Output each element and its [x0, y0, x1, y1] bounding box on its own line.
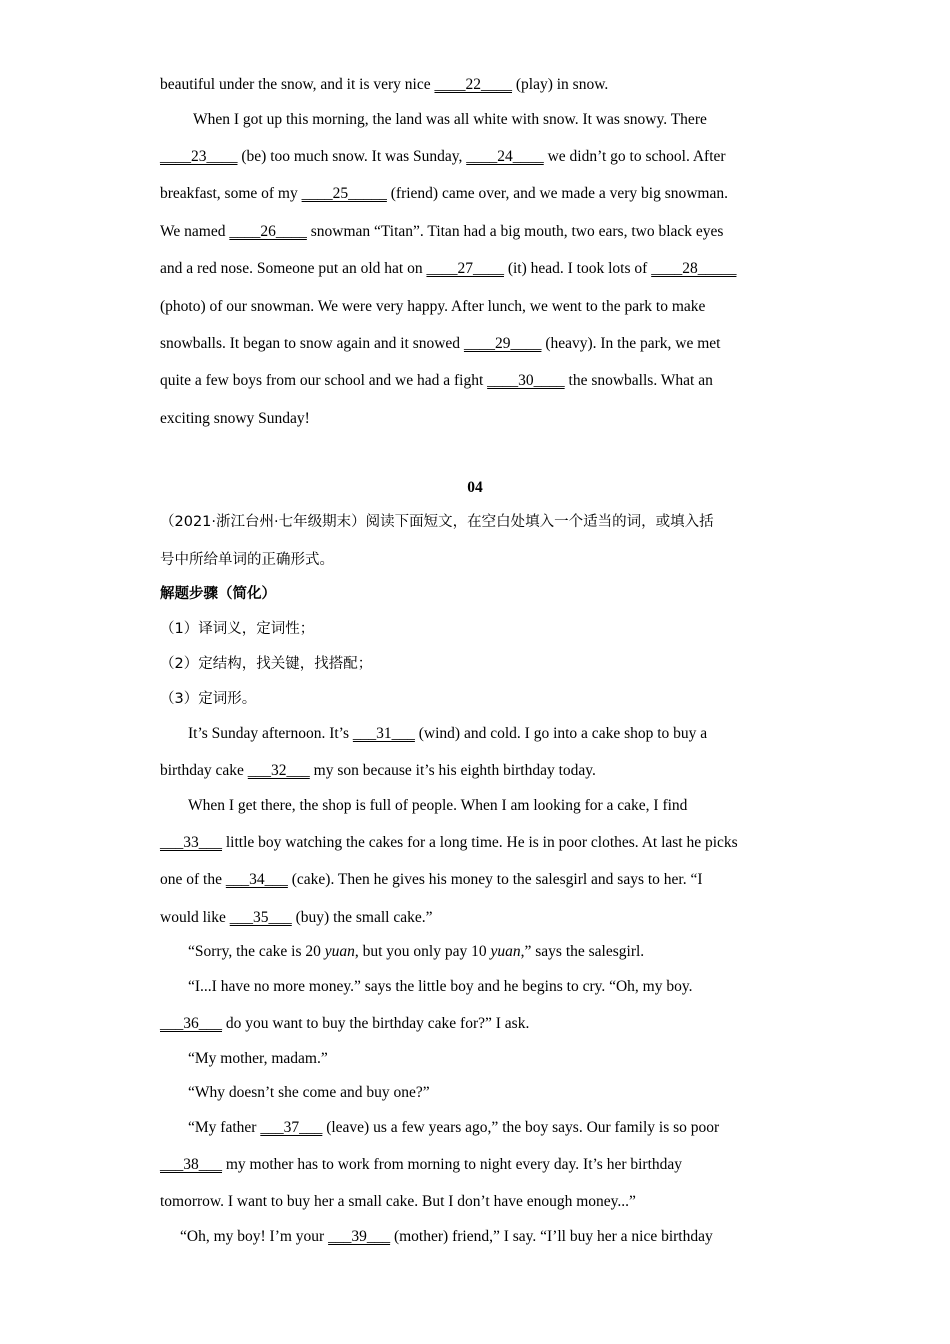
p4-line-6: would like ___35___ (buy) the small cake.”	[160, 909, 433, 926]
blank-33: ___33___	[160, 834, 222, 851]
blank-23: ____23____	[160, 148, 238, 165]
section-number: 04	[467, 479, 483, 496]
blank-28: ____28_____	[651, 260, 737, 277]
p4-line-8: “I...I have no more money.” says the little boy and he begins to cry. “Oh, my boy.	[188, 978, 693, 995]
blank-25: ____25_____	[301, 185, 387, 202]
p3-line-5: We named ____26____ snowman “Titan”. Titan had a big mouth, two ears, two black eyes	[160, 223, 724, 240]
p4-line-3: When I get there, the shop is full of people. When I am looking for a cake, I find	[188, 797, 688, 814]
blank-31: ___31___	[352, 725, 415, 742]
blank-30: ____30____	[487, 372, 565, 389]
p4-line-5: one of the ___34___ (cake). Then he gives his money to the salesgirl and says to her. “I	[160, 871, 703, 888]
p4-line-15: “Oh, my boy! I’m your ___39___ (mother) friend,” I say. “I’ll buy her a nice birthday	[180, 1228, 713, 1245]
p4-line-13: ___38___ my mother has to work from morning to night every day. It’s her birthday	[160, 1156, 683, 1173]
blank-29: ____29____	[463, 335, 542, 352]
p3-line-9: quite a few boys from our school and we had a fight ____30____ the snowballs. What an	[160, 372, 713, 389]
blank-24: ____24____	[466, 148, 544, 165]
p3-line-3: ____23____ (be) too much snow. It was Sunday, ____24____ we didn’t go to school. After	[160, 148, 726, 165]
blank-34: ___34___	[225, 871, 288, 888]
blank-36: ___36___	[160, 1015, 222, 1032]
p4-line-4: ___33___ little boy watching the cakes for a long time. He is in poor clothes. At last he picks	[160, 834, 738, 851]
steps-title: 解题步骤（简化）	[160, 586, 276, 602]
p3-line-8: snowballs. It began to snow again and it snowed ____29____ (heavy). In the park, we met	[160, 335, 721, 352]
p4-line-11: “Why doesn’t she come and buy one?”	[188, 1084, 430, 1101]
step-3: （3）定词形。	[160, 691, 257, 707]
p3-line-1: beautiful under the snow, and it is very nice ____22____ (play) in snow.	[160, 76, 609, 93]
blank-37: ___37___	[260, 1119, 323, 1136]
p4-line-10: “My mother, madam.”	[188, 1050, 328, 1067]
instruction-line-2: 号中所给单词的正确形式。	[160, 552, 334, 568]
p4-line-2: birthday cake ___32___ my son because it’s his eighth birthday today.	[160, 762, 596, 779]
step-1: （1）译词义，定词性；	[160, 621, 315, 637]
blank-22: ____22____	[434, 76, 512, 93]
blank-38: ___38___	[160, 1156, 222, 1173]
blank-26: ____26____	[229, 223, 307, 240]
blank-39: ___39___	[328, 1228, 391, 1245]
p4-line-1: It’s Sunday afternoon. It’s ___31___ (wind) and cold. I go into a cake shop to buy a	[188, 725, 708, 742]
p3-line-6: and a red nose. Someone put an old hat on ____27____ (it) head. I took lots of ____28_____	[160, 260, 737, 277]
p4-line-14: tomorrow. I want to buy her a small cake. But I don’t have enough money...”	[160, 1193, 636, 1210]
blank-27: ____27____	[426, 260, 504, 277]
p3-line-10: exciting snowy Sunday!	[160, 410, 310, 427]
p3-line-4: breakfast, some of my ____25_____ (friend) came over, and we made a very big snowman.	[160, 185, 728, 202]
p4-line-9: ___36___ do you want to buy the birthday cake for?” I ask.	[160, 1015, 530, 1032]
p4-line-7: “Sorry, the cake is 20 yuan, but you only pay 10 yuan,” says the salesgirl.	[188, 943, 645, 960]
blank-32: ___32___	[247, 762, 310, 779]
step-2: （2）定结构，找关键，找搭配；	[160, 656, 373, 672]
instruction-line-1: （2021·浙江台州·七年级期末）阅读下面短文，在空白处填入一个适当的词，或填入括	[160, 514, 714, 530]
p3-line-2: When I got up this morning, the land was all white with snow. It was snowy. There	[193, 111, 707, 128]
p3-line-7: (photo) of our snowman. We were very happy. After lunch, we went to the park to make	[160, 298, 706, 315]
blank-35: ___35___	[229, 909, 292, 926]
p4-line-12: “My father ___37___ (leave) us a few years ago,” the boy says. Our family is so poor	[188, 1119, 720, 1136]
